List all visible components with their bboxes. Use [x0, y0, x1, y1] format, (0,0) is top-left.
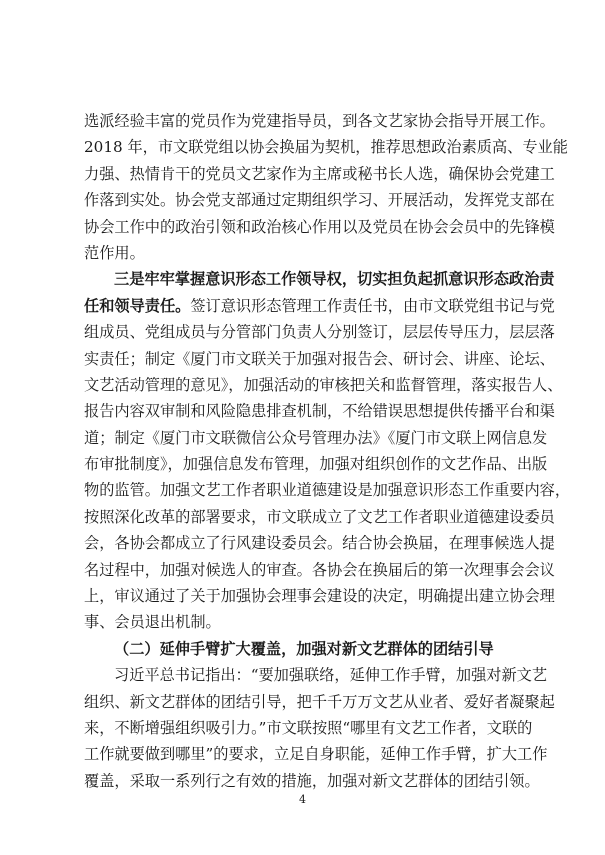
text-run: 签订意识形态管理工作责任书，由市文联党组书记与党 — [190, 296, 555, 315]
paragraph-party-guidance — [84, 108, 568, 266]
text-line: 组成员、党组成员与分管部门负责人分别签订，层层传导压力，层层落 — [84, 323, 555, 342]
text-line: 报告内容双审制和风险隐患排查机制，不给错误思想提供传播平台和渠 — [84, 402, 555, 421]
text-line: 道；制定《厦门市文联微信公众号管理办法》《厦门市文联上网信息发 — [84, 428, 548, 447]
text-line: 实责任；制定《厦门市文联关于加强对报告会、研讨会、讲座、论坛、 — [84, 349, 555, 368]
paragraph-new-art-groups — [84, 662, 555, 794]
text-line: 事、会员退出机制。 — [84, 613, 221, 632]
text-line: 范作用。 — [84, 243, 145, 262]
text-line: 协会工作中的政治引领和政治核心作用以及党员在协会会员中的先锋模 — [84, 217, 555, 236]
section-lead-heading: 三是牢牢掌握意识形态工作领导权，切实担负起抓意识形态政治责 — [114, 270, 555, 289]
text-line: 布审批制度》，加强信息发布管理，加强对组织创作的文艺作品、出版 — [84, 455, 548, 474]
text-line: 文艺活动管理的意见》，加强活动的审核把关和监督管理，落实报告人、 — [84, 375, 563, 394]
paragraph-ideology-work — [84, 266, 570, 635]
text-line: 会，各协会都成立了行风建设委员会。结合协会换届，在理事候选人提 — [84, 534, 555, 553]
text-line: 来，不断增强组织吸引力。”市文联按照“哪里有文艺工作者，文联的 — [84, 718, 533, 737]
text-line: 工作就要做到哪里”的要求，立足自身职能，延伸工作手臂，扩大工作 — [84, 745, 548, 764]
text-line — [84, 293, 555, 319]
text-line: 作落到实处。协会党支部通过定期组织学习、开展活动，发挥党支部在 — [84, 191, 555, 210]
section-lead-heading-continued: 任和领导责任。 — [84, 296, 191, 315]
text-line: 覆盖，采取一系列行之有效的措施，加强对新文艺群体的团结引领。 — [84, 771, 540, 790]
text-line: 力强、热情肯干的党员文艺家作为主席或秘书长人选，确保协会党建工 — [84, 164, 555, 183]
text-line: 物的监管。加强文艺工作者职业道德建设是加强意识形态工作重要内容， — [84, 481, 570, 500]
text-line: 习近平总书记指出：“要加强联络，延伸工作手臂，加强对新文艺 — [114, 666, 548, 685]
text-line: 组织、新文艺群体的团结引导，把千千万万文艺从业者、爱好者凝聚起 — [84, 692, 555, 711]
page-number: 4 — [299, 793, 306, 806]
document-body — [84, 108, 570, 794]
text-line: 上，审议通过了关于加强协会理事会建设的决定，明确提出建立协会理 — [84, 587, 555, 606]
text-line: 选派经验丰富的党员作为党建指导员，到各文艺家协会指导开展工作。 — [84, 112, 555, 130]
text-line: 按照深化改革的部署要求，市文联成立了文艺工作者职业道德建设委员 — [84, 507, 555, 526]
text-line: 名过程中，加强对候选人的审查。各协会在换届后的第一次理事会会议 — [84, 560, 555, 579]
text-line: 2018 年，市文联党组以协会换届为契机，推荐思想政治素质高、专业能 — [84, 138, 568, 157]
section-subheading: （二）延伸手臂扩大覆盖，加强对新文艺群体的团结引导 — [114, 639, 494, 658]
